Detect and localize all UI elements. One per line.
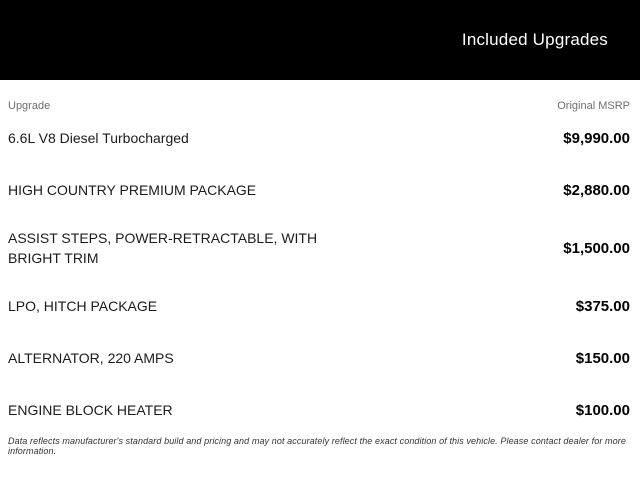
upgrade-name: HIGH COUNTRY PREMIUM PACKAGE <box>8 182 257 198</box>
table-row <box>8 216 630 280</box>
table-row <box>8 332 630 384</box>
upgrade-price: $150.00 <box>575 349 630 367</box>
upgrade-name: 6.6L V8 Diesel Turbocharged <box>8 130 189 146</box>
upgrade-price: $2,880.00 <box>563 181 630 199</box>
included-upgrades-header <box>0 0 640 80</box>
upgrade-name: ASSIST STEPS, POWER-RETRACTABLE, WITH BRIGHT TRIM <box>8 230 318 266</box>
upgrades-table <box>0 80 640 436</box>
upgrade-name: LPO, HITCH PACKAGE <box>8 298 158 314</box>
upgrade-price: $1,500.00 <box>563 239 630 257</box>
page-title: Included Upgrades <box>461 30 608 49</box>
table-row <box>8 112 630 164</box>
table-header-row <box>8 80 630 112</box>
table-row <box>8 164 630 216</box>
table-row <box>8 384 630 436</box>
upgrade-name: ALTERNATOR, 220 AMPS <box>8 350 174 366</box>
column-header-upgrade: Upgrade <box>8 100 51 112</box>
table-row <box>8 280 630 332</box>
upgrade-price: $9,990.00 <box>563 129 630 147</box>
data-disclaimer-text: Data reflects manufacturer's standard build and pricing and may not accurately reflect the exact condition of this vehicle. Please contact dealer for more information. <box>8 436 626 456</box>
upgrade-price: $100.00 <box>575 401 630 419</box>
upgrade-price: $375.00 <box>575 297 630 315</box>
upgrade-name: ENGINE BLOCK HEATER <box>8 402 173 418</box>
column-header-msrp: Original MSRP <box>557 100 630 112</box>
